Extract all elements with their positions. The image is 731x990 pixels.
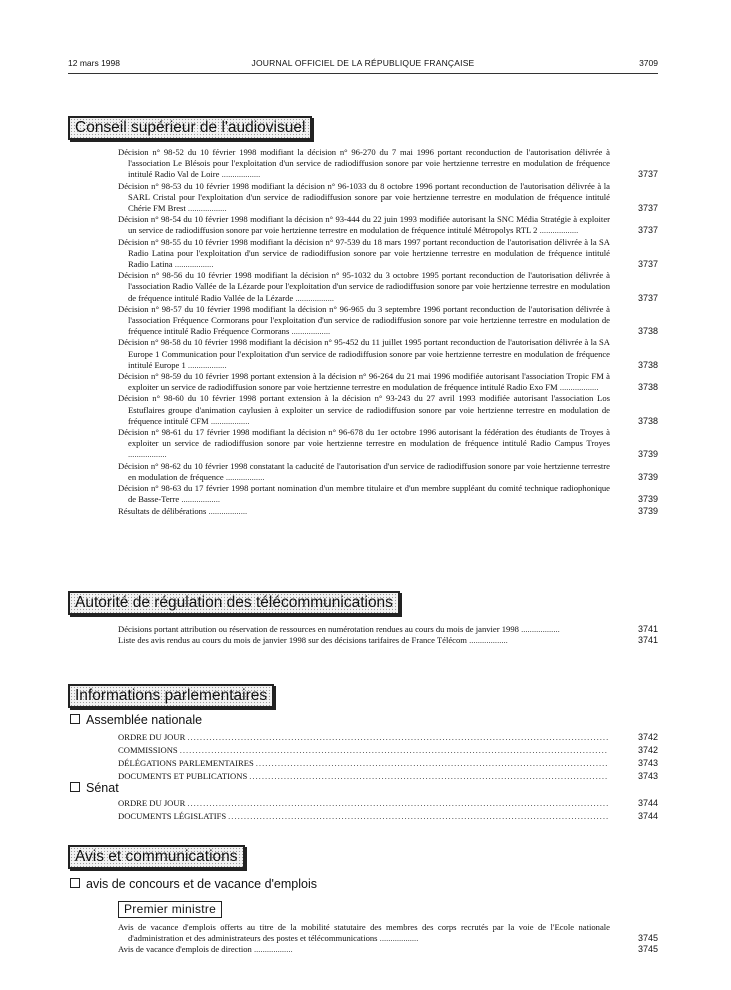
toc-entry-text: Décision n° 98-60 du 10 février 1998 portant extension à la décision n° 93-243 du 27 avril 1993 modifiée autorisant l'association Los Estuflaires groupe d'animation caylusien à exploiter un service de radiodiffusion sonore par voie hertzienne terrestre en modulation de fréquence intitulé CFM <box>118 393 610 426</box>
dot-leader: .................. <box>377 933 419 944</box>
toc-entry <box>118 427 658 461</box>
toc-page-number: 3737 <box>637 225 658 236</box>
toc-entry <box>118 506 658 517</box>
toc-entry <box>118 214 658 236</box>
toc-entry-text: Décision n° 98-53 du 10 février 1998 modifiant la décision n° 96-1033 du 8 octobre 1996 portant reconduction de l'autorisation délivrée à la SARL Cristal pour l'exploitation d'un service de radiodiffusion sonore par voie hertzienne terrestre en modulation de fréquence intitulé Chérie FM Brest <box>118 180 610 214</box>
toc-row-text: COMMISSIONS <box>118 745 178 755</box>
dot-leader: .................. <box>557 382 599 393</box>
dot-leader <box>249 770 608 783</box>
dot-leader: .................. <box>185 203 227 214</box>
toc-entry <box>118 461 658 483</box>
toc-page-number: 3741 <box>637 624 658 634</box>
checkbox-bullet-icon <box>70 714 80 724</box>
subhead-senat <box>70 781 119 795</box>
toc-page-number: 3742 <box>637 745 658 755</box>
toc-entry <box>118 944 658 955</box>
section-banner-csa: Conseil supérieur de l'audiovisuel <box>68 116 312 140</box>
toc-row-text: DOCUMENTS LÉGISLATIFS <box>118 811 227 821</box>
toc-entry-text: Avis de vacance d'emplois offerts au titre de la mobilité statutaire des membres des corps recrutés par la voie de l'Ecole nationale d'administration et des administrateurs des postes et télécommunications <box>118 922 610 944</box>
dot-leader: .................. <box>208 415 250 426</box>
toc-page-number: 3745 <box>637 933 658 944</box>
assemblee-items <box>118 731 658 783</box>
subhead-assemblee-label: Assemblée nationale <box>86 713 203 727</box>
toc-entry <box>118 304 658 338</box>
avis-entries <box>118 922 658 956</box>
dot-leader <box>180 744 608 757</box>
dot-leader: .................. <box>293 292 335 303</box>
toc-row-text: DOCUMENTS ET PUBLICATIONS <box>118 771 248 781</box>
checkbox-bullet-icon <box>70 878 80 888</box>
dot-leader <box>187 731 608 744</box>
dot-leader: .................. <box>251 944 293 955</box>
toc-entry-text: Décision n° 98-54 du 10 février 1998 modifiant la décision n° 93-444 du 22 juin 1993 modifiée autorisant la SNC Média Stratégie à exploiter un service de radiodiffusion sonore par voie hertzienne terrestre en modulation de fréquence intitulé Métropolys RTL 2 <box>118 214 610 236</box>
toc-row <box>118 797 658 810</box>
page-header <box>68 58 658 72</box>
toc-page-number: 3739 <box>637 494 658 505</box>
toc-row-text: DÉLÉGATIONS PARLEMENTAIRES <box>118 758 254 768</box>
toc-page-number: 3742 <box>637 732 658 742</box>
toc-page-number: 3744 <box>637 811 658 821</box>
toc-entry <box>118 237 658 271</box>
toc-row-text: ORDRE DU JOUR <box>118 732 186 742</box>
toc-entry-text: Décision n° 98-59 du 10 février 1998 portant extension à la décision n° 96-264 du 21 mai 1996 modifiée autorisant l'association Tropic FM à exploiter un service de radiodiffusion sonore par voie hertzienne terrestre en modulation de fréquence intitulé Radio Exo FM <box>118 371 610 393</box>
art-entries <box>118 624 658 646</box>
toc-page-number: 3737 <box>637 203 658 214</box>
toc-entry-text: Décision n° 98-57 du 10 février 1998 modifiant la décision n° 96-965 du 3 septembre 1996 portant reconduction de l'autorisation délivrée à l'association Fréquence Cormorans pour l'exploitation d'un service de radiodiffusion sonore par voie hertzienne terrestre en modulation de fréquence intitulé Radio Fréquence Cormorans <box>118 303 610 337</box>
toc-page-number: 3744 <box>637 798 658 808</box>
toc-row-text: ORDRE DU JOUR <box>118 798 186 808</box>
ministry-box: Premier ministre <box>118 901 222 918</box>
dot-leader: .................. <box>219 169 261 180</box>
toc-entry-text: Décisions portant attribution ou réservation de ressources en numérotation rendues au cours du mois de janvier 1998 <box>118 624 519 634</box>
toc-entry-text: Avis de vacance d'emplois de direction <box>118 944 252 955</box>
section-banner-parl: Informations parlementaires <box>68 684 274 708</box>
toc-entry <box>118 371 658 393</box>
toc-entry-text: Décision n° 98-52 du 10 février 1998 modifiant la décision n° 96-270 du 7 mai 1996 portant reconduction de l'autorisation délivrée à l'association Le Blésois pour l'exploitation d'un service de radiodiffusion sonore par voie hertzienne terrestre en modulation de fréquence intitulé Radio Val de Loire <box>118 147 610 180</box>
toc-entry-text: Décision n° 98-62 du 10 février 1998 constatant la caducité de l'autorisation d'un service de radiodiffusion sonore par voie hertzienne terrestre en modulation de fréquence <box>118 460 610 482</box>
senat-items <box>118 797 658 823</box>
subhead-senat-label: Sénat <box>86 781 119 795</box>
toc-row <box>118 770 658 783</box>
dot-leader: .................. <box>128 449 167 460</box>
toc-page-number: 3739 <box>637 449 658 460</box>
dot-leader: .................. <box>537 225 579 236</box>
toc-row <box>118 810 658 823</box>
toc-entry <box>118 922 658 944</box>
toc-entry-text: Décision n° 98-61 du 17 février 1998 modifiant la décision n° 96-678 du 1er octobre 1996 autorisant la fédération des étudiants de Troyes à exploiter un service de radiodiffusion sonore par voie hertzienne terrestre en modulation de fréquence intitulé Radio Campus Troyes <box>118 427 610 449</box>
toc-entry <box>118 393 658 427</box>
toc-page-number: 3738 <box>637 415 658 426</box>
dot-leader: .................. <box>466 635 508 646</box>
toc-entry <box>118 483 658 505</box>
dot-leader <box>228 810 608 823</box>
toc-entry <box>118 624 658 635</box>
toc-row <box>118 744 658 757</box>
toc-row <box>118 731 658 744</box>
toc-row <box>118 757 658 770</box>
subhead-avis-label: avis de concours et de vacance d'emplois <box>86 877 317 891</box>
section-banner-art: Autorité de régulation des télécommunications <box>68 591 400 615</box>
header-page-number: 3709 <box>639 58 658 68</box>
toc-entry-text: Décision n° 98-63 du 17 février 1998 portant nomination d'un membre titulaire et d'un membre suppléant du comité technique radiophonique de Basse-Terre <box>118 483 610 505</box>
toc-page-number: 3743 <box>637 771 658 781</box>
toc-page-number: 3745 <box>637 944 658 955</box>
dot-leader <box>187 797 608 810</box>
checkbox-bullet-icon <box>70 782 80 792</box>
toc-entry <box>118 147 658 181</box>
toc-page-number: 3739 <box>637 471 658 482</box>
toc-entry <box>118 635 658 646</box>
toc-entry-text: Décision n° 98-56 du 10 février 1998 modifiant la décision n° 95-1032 du 3 octobre 1995 portant reconduction de l'autorisation délivrée à l'association Radio Vallée de la Lézarde pour l'exploitation d'un service de radiodiffusion sonore par voie hertzienne terrestre en modulation de fréquence intitulé Radio Vallée de la Lézarde <box>118 270 610 303</box>
section-banner-avis: Avis et communications <box>68 845 245 869</box>
toc-entry-text: Décision n° 98-55 du 10 février 1998 modifiant la décision n° 97-539 du 18 mars 1997 portant reconduction de l'autorisation délivrée à la SA Radio Latina pour l'exploitation d'un service de radiodiffusion sonore par voie hertzienne terrestre en modulation de fréquence intitulé Radio Latina <box>118 236 610 270</box>
dot-leader: .................. <box>172 259 214 270</box>
dot-leader: .................. <box>206 505 248 516</box>
header-journal-title: JOURNAL OFFICIEL DE LA RÉPUBLIQUE FRANÇAISE <box>251 58 475 68</box>
csa-entries <box>118 147 658 517</box>
toc-entry-text: Résultats de délibérations <box>118 505 207 516</box>
toc-page-number: 3739 <box>637 505 658 516</box>
dot-leader: .................. <box>179 494 220 505</box>
toc-page-number: 3737 <box>637 169 658 180</box>
dot-leader: .................. <box>185 359 227 370</box>
subhead-avis-concours <box>70 877 317 891</box>
toc-entry <box>118 181 658 215</box>
header-date: 12 mars 1998 <box>68 58 120 68</box>
toc-page-number: 3743 <box>637 758 658 768</box>
dot-leader: .................. <box>518 624 560 634</box>
dot-leader: .................. <box>223 471 265 482</box>
toc-page-number: 3738 <box>637 359 658 370</box>
dot-leader: .................. <box>289 326 331 337</box>
header-rule <box>68 73 658 74</box>
toc-page-number: 3738 <box>637 382 658 393</box>
toc-entry-text: Décision n° 98-58 du 10 février 1998 modifiant la décision n° 95-452 du 11 juillet 1995 portant reconduction de l'autorisation délivrée à la SA Europe 1 Communication pour l'exploitation d'un service de radiodiffusion sonore par voie hertzienne terrestre en modulation de fréquence intitulé Europe 1 <box>118 337 610 370</box>
toc-page-number: 3738 <box>637 326 658 337</box>
toc-entry-text: Liste des avis rendus au cours du mois de janvier 1998 sur des décisions tarifaires de France Télécom <box>118 635 467 646</box>
toc-entry <box>118 270 658 304</box>
toc-entry <box>118 337 658 371</box>
toc-page-number: 3741 <box>637 635 658 646</box>
toc-page-number: 3737 <box>637 259 658 270</box>
subhead-assemblee <box>70 713 202 727</box>
toc-page-number: 3737 <box>637 292 658 303</box>
dot-leader <box>256 757 608 770</box>
